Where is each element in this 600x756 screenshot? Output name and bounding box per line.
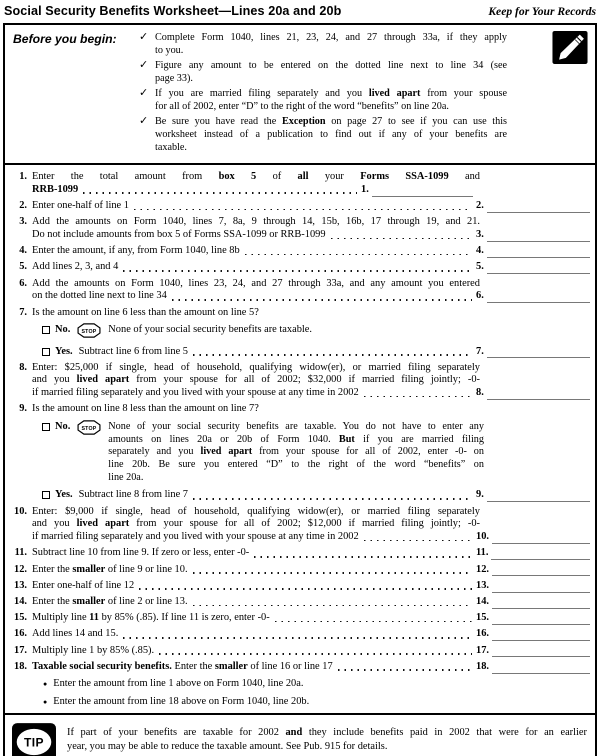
text-line: separately and you lived apart from your spouse for all of 2002, enter -0- on <box>108 446 484 458</box>
line-number: 15. <box>14 612 27 624</box>
amount-slot <box>476 580 590 593</box>
header <box>3 2 597 23</box>
entry-line-8[interactable] <box>487 390 590 400</box>
line-body <box>32 612 590 625</box>
choice-label: Yes. <box>55 345 73 357</box>
worksheet-line-11 <box>10 547 590 560</box>
worksheet-line-1 <box>10 171 590 197</box>
amount-row <box>79 489 590 502</box>
amount-slot <box>476 628 590 641</box>
entry-label: 15. <box>476 612 489 624</box>
dot-leader <box>193 572 472 574</box>
amount-row <box>32 564 590 577</box>
amount-row <box>32 661 590 674</box>
amount-row <box>79 346 590 359</box>
worksheet-line-5 <box>10 261 590 274</box>
line-9-no-checkbox[interactable] <box>42 423 50 431</box>
choice-yes <box>32 489 590 502</box>
dot-leader <box>134 209 472 211</box>
worksheet-box <box>3 23 597 756</box>
bullet-item <box>32 696 590 709</box>
stop-icon <box>77 420 101 435</box>
entry-line-12[interactable] <box>492 566 590 576</box>
text-line: page 33). <box>155 73 193 84</box>
svg-text:TIP: TIP <box>24 736 44 751</box>
amount-slot <box>476 531 590 544</box>
line-body <box>32 261 590 274</box>
line-body <box>32 216 590 242</box>
line-text: on the dotted line next to line 34 <box>32 290 167 302</box>
line-body <box>32 564 590 577</box>
entry-line-13[interactable] <box>492 583 590 593</box>
amount-row <box>32 596 590 609</box>
worksheet-line-4 <box>10 245 590 258</box>
checklist-item-2 <box>139 59 507 85</box>
line-text: Add lines 2, 3, and 4 <box>32 261 119 273</box>
checklist-item-4 <box>139 115 507 154</box>
choice-yes <box>32 346 590 359</box>
text-line: Be sure you have read the Exception on page 27 to see if you can use this <box>155 116 508 127</box>
entry-line-3[interactable] <box>487 232 590 242</box>
stop-icon-wrap <box>77 420 101 438</box>
bullet-icon: ● <box>43 697 48 706</box>
entry-line-15[interactable] <box>492 615 590 625</box>
amount-slot <box>476 346 590 359</box>
worksheet-line-2 <box>10 200 590 213</box>
choice-body <box>108 421 590 485</box>
check-icon: ✓ <box>139 115 149 127</box>
stop-icon-wrap <box>77 323 101 341</box>
check-icon: ✓ <box>139 59 149 71</box>
line-text: Enter the amount, if any, from Form 1040, line 8b <box>32 245 240 257</box>
line-number: 5. <box>19 261 27 273</box>
line-number: 10. <box>14 505 27 517</box>
dot-leader <box>193 605 472 607</box>
line-number: 1. <box>19 171 27 182</box>
line-number: 11. <box>14 547 27 559</box>
line-number: 2. <box>19 199 27 211</box>
choice-body <box>108 324 590 337</box>
worksheet-line-10 <box>10 506 590 544</box>
text-line: and you lived apart from your spouse for all of 2002; $32,000 if married filing jointly; -0- <box>32 374 480 386</box>
bullet-text: Enter the amount from line 1 above on Form 1040, line 20a. <box>53 678 304 690</box>
entry-line-2[interactable] <box>487 203 590 213</box>
line-body <box>32 200 590 213</box>
line-text: Do not include amounts from box 5 of Forms SSA-1099 or RRB-1099 <box>32 228 326 240</box>
text-line: Enter the total amount from box 5 of all your Forms SSA-1099 and <box>32 171 480 182</box>
checklist-item-text <box>155 115 507 154</box>
tip-section <box>5 713 595 756</box>
amount-slot <box>476 489 590 502</box>
worksheet-line-8 <box>10 362 590 400</box>
line-number: 4. <box>19 245 27 257</box>
line-text: Multiply line 11 by 85% (.85). If line 11 is zero, enter -0- <box>32 612 270 624</box>
dot-leader <box>123 637 472 639</box>
line-number: 6. <box>19 277 27 289</box>
bullet-icon: ● <box>43 680 48 689</box>
entry-line-1[interactable] <box>372 187 473 197</box>
entry-line-5[interactable] <box>487 264 590 274</box>
amount-row <box>32 547 590 560</box>
dot-leader <box>139 588 472 590</box>
line-7-yes-checkbox[interactable] <box>42 348 50 356</box>
keep-for-records-note: Keep for Your Records <box>488 5 596 18</box>
tip-icon <box>12 723 56 756</box>
entry-label: 2. <box>476 199 484 211</box>
line-number: 13. <box>14 579 27 591</box>
choice-body <box>79 489 590 502</box>
checklist-item-3 <box>139 87 507 113</box>
amount-slot <box>476 596 590 609</box>
choice-label: No. <box>55 323 71 335</box>
amount-slot <box>361 184 473 197</box>
entry-line-6[interactable] <box>487 293 590 303</box>
amount-row <box>32 229 590 242</box>
amount-row <box>32 290 590 303</box>
line-text: RRB-1099 <box>32 183 79 195</box>
entry-label: 4. <box>476 245 484 257</box>
line-body <box>32 171 590 197</box>
dot-leader <box>193 498 472 500</box>
entry-line-14[interactable] <box>492 599 590 609</box>
line-text: Enter one-half of line 1 <box>32 199 129 211</box>
text-line: If part of your benefits are taxable for 2002 and they include benefits paid in 2002 that were for an earlier <box>67 727 587 739</box>
line-text: Enter the smaller of line 9 or line 10. <box>32 563 188 575</box>
entry-line-9[interactable] <box>487 492 590 502</box>
worksheet-line-7 <box>10 307 590 359</box>
worksheet-line-9 <box>10 403 590 502</box>
line-text: if married filing separately and you lived with your spouse at any time in 2002 <box>32 531 359 543</box>
question-text: Is the amount on line 6 less than the amount on line 5? <box>32 306 259 318</box>
amount-row <box>32 612 590 625</box>
dot-leader <box>193 354 472 356</box>
line-number: 8. <box>19 361 27 373</box>
line-text: Enter one-half of line 12 <box>32 579 135 591</box>
entry-label: 3. <box>476 228 484 240</box>
amount-slot <box>476 387 590 400</box>
line-number: 18. <box>14 660 27 672</box>
text-line: and you lived apart from your spouse for all of 2002; $12,000 if married filing jointly; -0- <box>32 518 480 530</box>
line-body <box>32 547 590 560</box>
entry-label: 16. <box>476 628 489 640</box>
line-number: 3. <box>19 216 27 228</box>
entry-label: 8. <box>476 387 484 399</box>
dot-leader <box>172 299 472 301</box>
worksheet-line-6 <box>10 278 590 304</box>
entry-label: 13. <box>476 579 489 591</box>
choice-label: Yes. <box>55 489 73 501</box>
text-line: to you. <box>155 45 184 56</box>
text-line: Complete Form 1040, lines 21, 23, 24, and 27 through 33a, if they apply <box>155 32 507 43</box>
line-number: 14. <box>14 595 27 607</box>
text-line: Add the amounts on Form 1040, lines 7, 8a, 9 through 14, 15b, 16b, 17 through 19, and 21. <box>32 216 480 228</box>
worksheet-lines-section <box>5 165 595 713</box>
dot-leader <box>364 396 472 398</box>
worksheet-line-17 <box>10 645 590 658</box>
before-you-begin-label: Before you begin: <box>13 32 117 46</box>
text-line: None of your social security benefits are taxable. You do not have to enter any <box>108 420 484 432</box>
entry-line-7[interactable] <box>487 348 590 358</box>
entry-label: 14. <box>476 595 489 607</box>
line-number: 7. <box>19 306 27 318</box>
amount-row <box>32 531 590 544</box>
checklist-item-text <box>155 87 507 113</box>
svg-text:STOP: STOP <box>81 425 97 432</box>
line-body <box>32 645 590 658</box>
amount-row <box>32 628 590 641</box>
amount-row <box>32 580 590 593</box>
line-7-no-checkbox[interactable] <box>42 326 50 334</box>
line-body <box>32 661 590 709</box>
amount-slot <box>476 564 590 577</box>
line-text: Subtract line 8 from line 7 <box>78 489 188 501</box>
choice-body <box>79 346 590 359</box>
page-title: Social Security Benefits Worksheet—Lines 20a and 20b <box>4 4 342 18</box>
line-number: 9. <box>19 403 27 415</box>
checklist-item-text <box>155 31 507 57</box>
worksheet-line-12 <box>10 564 590 577</box>
line-body <box>32 628 590 641</box>
entry-label: 12. <box>476 563 489 575</box>
dot-leader <box>83 192 357 194</box>
line-text: Enter the smaller of line 2 or line 13. <box>32 595 188 607</box>
check-icon: ✓ <box>139 31 149 43</box>
amount-slot <box>476 612 590 625</box>
tip-text <box>67 723 587 753</box>
entry-label: 11. <box>476 547 489 559</box>
choice-no <box>32 324 590 341</box>
bullet-item <box>32 678 590 691</box>
amount-row <box>32 261 590 274</box>
dot-leader <box>123 270 472 272</box>
amount-row <box>32 184 473 197</box>
before-you-begin-checklist <box>139 31 507 156</box>
stop-icon <box>77 323 101 338</box>
amount-row <box>32 245 590 258</box>
amount-row <box>32 387 590 400</box>
check-icon: ✓ <box>139 87 149 99</box>
text-line: If you are married filing separately and you lived apart from your spouse <box>155 88 507 99</box>
line-text: Multiply line 1 by 85% (.85). <box>32 644 155 656</box>
text-line: Add the amounts on Form 1040, lines 23, 24, and 27 through 33a, and any amount you entered <box>32 277 480 289</box>
line-body <box>32 245 590 258</box>
entry-line-18[interactable] <box>492 664 590 674</box>
entry-line-10[interactable] <box>492 534 590 544</box>
worksheet-line-13 <box>10 580 590 593</box>
line-body <box>32 580 590 593</box>
line-text: Add lines 14 and 15. <box>32 628 119 640</box>
text-line: year, you may be able to reduce the taxable amount. See Pub. 915 for details. <box>67 740 388 752</box>
line-number: 12. <box>14 563 27 575</box>
amount-row <box>32 645 590 658</box>
worksheet-line-3 <box>10 216 590 242</box>
before-you-begin-section <box>5 25 595 165</box>
choice-label: No. <box>55 420 71 432</box>
choice-no <box>32 421 590 485</box>
amount-slot <box>476 290 590 303</box>
text-line: Figure any amount to be entered on the dotted line next to line 34 (see <box>155 60 507 71</box>
dot-leader <box>364 540 472 542</box>
question-text: Is the amount on line 8 less than the amount on line 7? <box>32 403 259 415</box>
line-text: Subtract line 10 from line 9. If zero or less, enter -0- <box>32 547 250 559</box>
worksheet-line-18 <box>10 661 590 709</box>
amount-slot <box>476 661 590 674</box>
entry-label: 6. <box>476 290 484 302</box>
line-body <box>32 596 590 609</box>
amount-slot <box>476 547 590 560</box>
text-line: line 20b. Be sure you entered “D” to the right of the word “benefits” on <box>108 459 484 471</box>
line-body <box>32 506 590 544</box>
checklist-item-text <box>155 59 507 85</box>
entry-label: 9. <box>476 489 484 501</box>
dot-leader <box>275 621 472 623</box>
entry-line-17[interactable] <box>492 647 590 657</box>
text-line: taxable. <box>155 142 187 153</box>
amount-row <box>32 200 590 213</box>
line-text: if married filing separately and you lived with your spouse at any time in 2002 <box>32 387 359 399</box>
line-body <box>32 278 590 304</box>
amount-slot <box>476 245 590 258</box>
line-body <box>32 362 590 400</box>
dot-leader <box>159 653 472 655</box>
entry-label: 5. <box>476 261 484 273</box>
svg-text:STOP: STOP <box>81 328 97 335</box>
entry-label: 18. <box>476 660 489 672</box>
entry-label: 17. <box>476 644 489 656</box>
pencil-icon <box>552 31 588 64</box>
line-number: 16. <box>14 628 27 640</box>
checklist-item-1 <box>139 31 507 57</box>
worksheet-line-14 <box>10 596 590 609</box>
amount-slot <box>476 200 590 213</box>
text-line: worksheet instead of a publication to find out if any of your benefits are <box>155 129 507 140</box>
amount-slot <box>476 229 590 242</box>
bullet-text: Enter the amount from line 18 above on Form 1040, line 20b. <box>53 695 310 707</box>
entry-line-4[interactable] <box>487 248 590 258</box>
entry-label: 10. <box>476 531 489 543</box>
text-line: Enter: $9,000 if single, head of household, qualifying widow(er), or married filing separately <box>32 505 480 517</box>
amount-slot <box>476 261 590 274</box>
dot-leader <box>254 556 472 558</box>
text-line: None of your social security benefits are taxable. <box>108 323 312 335</box>
entry-line-16[interactable] <box>492 631 590 641</box>
entry-label: 7. <box>476 345 484 357</box>
entry-label: 1. <box>361 183 369 195</box>
dot-leader <box>338 669 472 671</box>
line-body <box>32 307 590 359</box>
line-number: 17. <box>14 644 27 656</box>
line-text: Subtract line 6 from line 5 <box>78 345 188 357</box>
dot-leader <box>331 238 472 240</box>
entry-line-11[interactable] <box>491 550 590 560</box>
text-line: for all of 2002, enter “D” to the right of the word “benefits” on line 20a. <box>155 101 449 112</box>
line-body <box>32 403 590 502</box>
text-line: Enter: $25,000 if single, head of household, qualifying widow(er), or married filing separately <box>32 361 480 373</box>
worksheet-line-16 <box>10 628 590 641</box>
line-text: Taxable social security benefits. Enter the smaller of line 16 or line 17 <box>32 660 333 672</box>
text-line: line 20a. <box>108 472 144 484</box>
dot-leader <box>245 254 472 256</box>
worksheet-line-15 <box>10 612 590 625</box>
text-line: amounts on lines 20a or 20b of Form 1040. But if you are married filing <box>108 433 484 445</box>
amount-slot <box>476 645 590 658</box>
line-9-yes-checkbox[interactable] <box>42 491 50 499</box>
